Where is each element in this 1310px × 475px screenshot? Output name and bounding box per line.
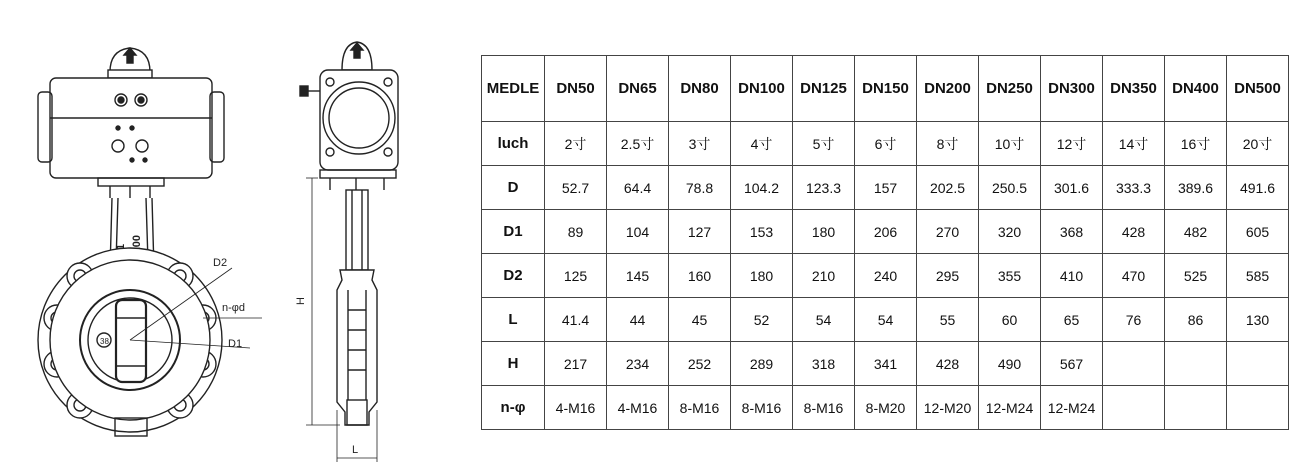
table-cell: 482 — [1165, 210, 1227, 254]
header-cell-size: DN80 — [669, 56, 731, 122]
table-cell: 525 — [1165, 254, 1227, 298]
table-cell — [1103, 342, 1165, 386]
table-cell: 8-M20 — [855, 386, 917, 430]
table-cell: 4-M16 — [545, 386, 607, 430]
table-cell: 2.5寸 — [607, 122, 669, 166]
table-row — [482, 254, 1289, 298]
header-cell-size: DN250 — [979, 56, 1041, 122]
table-row — [482, 298, 1289, 342]
table-cell: 54 — [855, 298, 917, 342]
side-view — [300, 42, 398, 462]
header-cell-size: DN200 — [917, 56, 979, 122]
table-cell: 180 — [793, 210, 855, 254]
table-cell: 301.6 — [1041, 166, 1103, 210]
header-cell-size: DN350 — [1103, 56, 1165, 122]
label-h: H — [295, 297, 307, 305]
header-cell-model: MEDLE — [482, 56, 545, 122]
table-cell: 12-M24 — [1041, 386, 1103, 430]
table-cell: 12寸 — [1041, 122, 1103, 166]
table-cell: 44 — [607, 298, 669, 342]
table-cell — [1165, 386, 1227, 430]
table-cell: 252 — [669, 342, 731, 386]
table-header-row — [482, 56, 1289, 122]
table-cell: 4寸 — [731, 122, 793, 166]
table-cell: 368 — [1041, 210, 1103, 254]
table-cell: 55 — [917, 298, 979, 342]
table-cell: 8-M16 — [731, 386, 793, 430]
table-cell: 41.4 — [545, 298, 607, 342]
header-cell-size: DN65 — [607, 56, 669, 122]
table-cell: 104.2 — [731, 166, 793, 210]
header-cell-size: DN100 — [731, 56, 793, 122]
table-cell: 234 — [607, 342, 669, 386]
table-cell: 490 — [979, 342, 1041, 386]
table-cell: 153 — [731, 210, 793, 254]
table-cell: 14寸 — [1103, 122, 1165, 166]
label-l: L — [352, 444, 359, 456]
table-cell: 52.7 — [545, 166, 607, 210]
row-header-cell: n-φ — [482, 386, 545, 430]
table-cell: 127 — [669, 210, 731, 254]
table-cell: 410 — [1041, 254, 1103, 298]
label-d1: D1 — [228, 338, 243, 350]
table-cell: 567 — [1041, 342, 1103, 386]
table-cell: 4-M16 — [607, 386, 669, 430]
header-cell-size: DN150 — [855, 56, 917, 122]
table-cell: 389.6 — [1165, 166, 1227, 210]
table-cell: 8寸 — [917, 122, 979, 166]
table-cell: 60 — [979, 298, 1041, 342]
table-cell: 3寸 — [669, 122, 731, 166]
table-cell: 78.8 — [669, 166, 731, 210]
valve-technical-drawing — [0, 0, 470, 475]
table-cell: 157 — [855, 166, 917, 210]
table-cell: 250.5 — [979, 166, 1041, 210]
table-cell — [1165, 342, 1227, 386]
table-cell: 491.6 — [1227, 166, 1289, 210]
table-cell: 10寸 — [979, 122, 1041, 166]
table-cell — [1103, 386, 1165, 430]
table-cell: 89 — [545, 210, 607, 254]
table-cell: 52 — [731, 298, 793, 342]
row-header-cell: luch — [482, 122, 545, 166]
label-d2: D2 — [213, 257, 228, 269]
header-cell-size: DN125 — [793, 56, 855, 122]
table-cell — [1227, 342, 1289, 386]
table-cell — [1227, 386, 1289, 430]
table-cell: 160 — [669, 254, 731, 298]
header-cell-size: DN50 — [545, 56, 607, 122]
table-cell: 428 — [917, 342, 979, 386]
table-cell: 76 — [1103, 298, 1165, 342]
row-header-cell: D1 — [482, 210, 545, 254]
table-cell: 295 — [917, 254, 979, 298]
table-cell: 8-M16 — [669, 386, 731, 430]
table-cell: 202.5 — [917, 166, 979, 210]
row-header-cell: D — [482, 166, 545, 210]
table-cell: 318 — [793, 342, 855, 386]
table-cell: 355 — [979, 254, 1041, 298]
header-cell-size: DN300 — [1041, 56, 1103, 122]
table-cell: 12-M24 — [979, 386, 1041, 430]
table-cell: 320 — [979, 210, 1041, 254]
disc-mark: 38 — [100, 337, 109, 346]
table-cell: 206 — [855, 210, 917, 254]
table-cell: 217 — [545, 342, 607, 386]
table-cell: 428 — [1103, 210, 1165, 254]
table-cell: 210 — [793, 254, 855, 298]
table-cell: 585 — [1227, 254, 1289, 298]
table-cell: 16寸 — [1165, 122, 1227, 166]
table-cell: 2寸 — [545, 122, 607, 166]
table-row — [482, 210, 1289, 254]
table-cell: 64.4 — [607, 166, 669, 210]
header-cell-size: DN400 — [1165, 56, 1227, 122]
table-cell: 12-M20 — [917, 386, 979, 430]
table-cell: 54 — [793, 298, 855, 342]
table-cell: 605 — [1227, 210, 1289, 254]
table-cell: 125 — [545, 254, 607, 298]
table-cell: 145 — [607, 254, 669, 298]
row-header-cell: D2 — [482, 254, 545, 298]
table-body — [482, 56, 1289, 430]
label-n-phi-d: n-φd — [222, 302, 246, 314]
table-cell: 45 — [669, 298, 731, 342]
table-cell: 289 — [731, 342, 793, 386]
table-cell: 123.3 — [793, 166, 855, 210]
table-cell: 341 — [855, 342, 917, 386]
row-header-cell: H — [482, 342, 545, 386]
dimension-table — [481, 55, 1289, 430]
table-row — [482, 386, 1289, 430]
table-cell: 240 — [855, 254, 917, 298]
table-cell: 333.3 — [1103, 166, 1165, 210]
table-cell: 180 — [731, 254, 793, 298]
table-cell: 65 — [1041, 298, 1103, 342]
table-cell: 130 — [1227, 298, 1289, 342]
header-cell-size: DN500 — [1227, 56, 1289, 122]
table-cell: 5寸 — [793, 122, 855, 166]
table-cell: 270 — [917, 210, 979, 254]
table-row — [482, 166, 1289, 210]
row-header-cell: L — [482, 298, 545, 342]
table-cell: 8-M16 — [793, 386, 855, 430]
table-cell: 6寸 — [855, 122, 917, 166]
front-view — [38, 48, 262, 436]
table-cell: 20寸 — [1227, 122, 1289, 166]
table-cell: 470 — [1103, 254, 1165, 298]
table-row — [482, 342, 1289, 386]
table-cell: 86 — [1165, 298, 1227, 342]
table-cell: 104 — [607, 210, 669, 254]
table-row — [482, 122, 1289, 166]
